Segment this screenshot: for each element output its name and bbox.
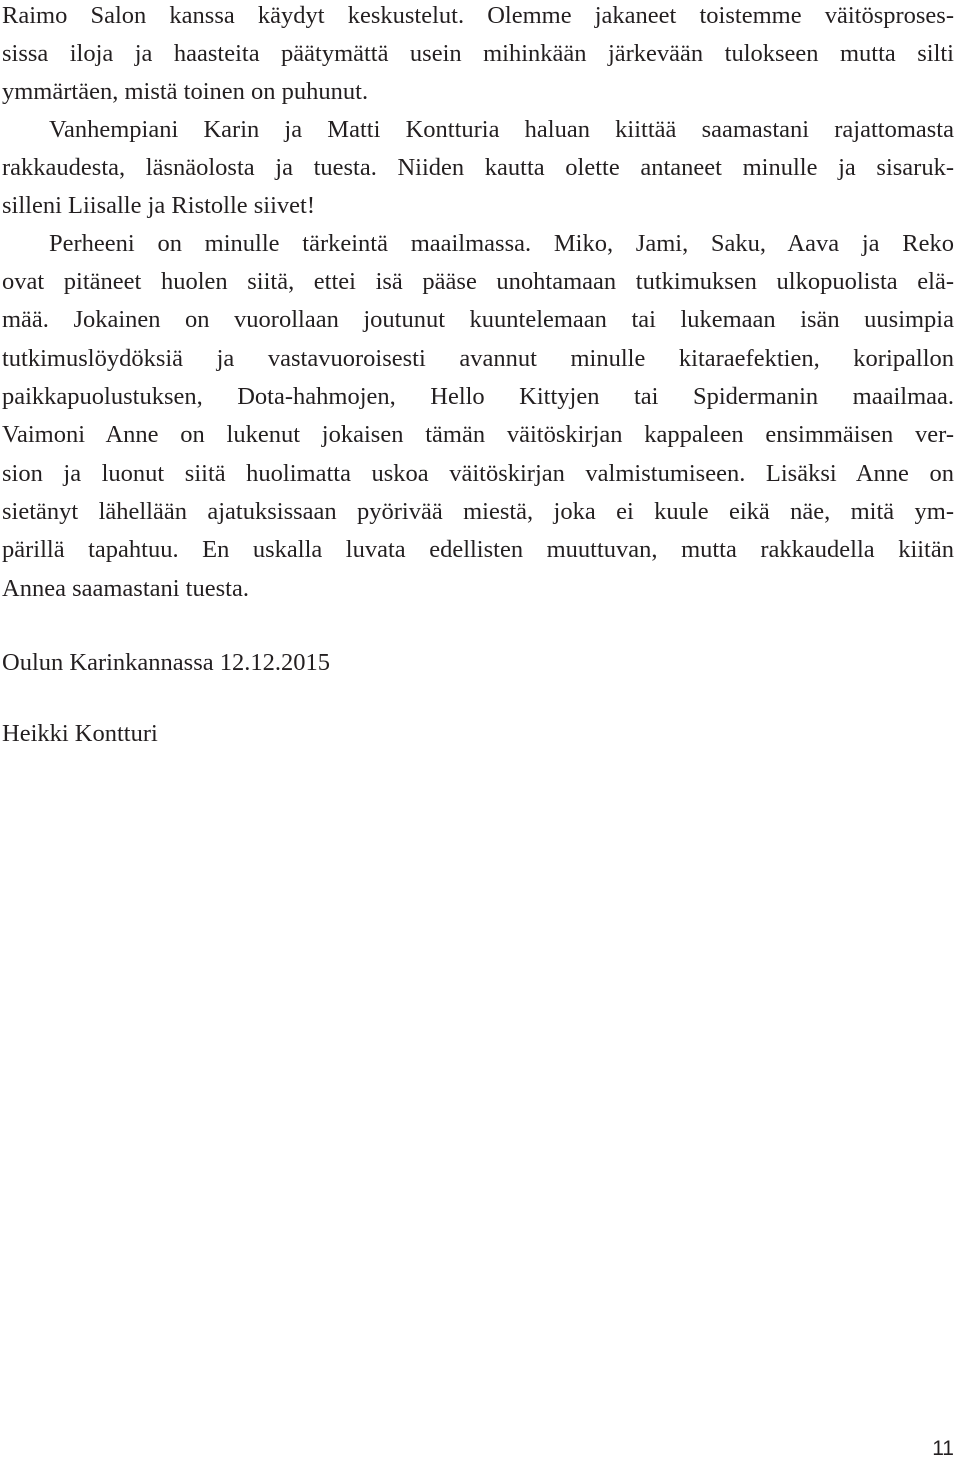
page-number: 11 <box>932 1437 954 1460</box>
text-line: Raimo Salon kanssa käydyt keskustelut. Olemme jakaneet toistemme väitösproses- <box>2 2 954 29</box>
text-line: Vanhempiani Karin ja Matti Kontturia haluan kiittää saamastani rajattomasta <box>49 116 954 143</box>
text-line: sietänyt lähellään ajatuksissaan pyörivää miestä, joka ei kuule eikä näe, mitä ym- <box>2 498 954 525</box>
text-line: sissa iloja ja haasteita päätymättä usein mihinkään järkevään tulokseen mutta silti <box>2 40 954 67</box>
text-line: mää. Jokainen on vuorollaan joutunut kuuntelemaan tai lukemaan isän uusimpia <box>2 306 954 333</box>
text-line: sion ja luonut siitä huolimatta uskoa väitöskirjan valmistumiseen. Lisäksi Anne on <box>2 460 954 487</box>
place-date: Oulun Karinkannassa 12.12.2015 <box>2 649 330 676</box>
text-line: paikkapuolustuksen, Dota-hahmojen, Hello Kittyjen tai Spidermanin maailmaa. <box>2 383 954 410</box>
text-line: ovat pitäneet huolen siitä, ettei isä pääse unohtamaan tutkimuksen ulkopuolista elä- <box>2 268 954 295</box>
text-line: Annea saamastani tuesta. <box>2 575 249 602</box>
text-line: pärillä tapahtuu. En uskalla luvata edellisten muuttuvan, mutta rakkaudella kiitän <box>2 536 954 563</box>
signature-name: Heikki Kontturi <box>2 720 158 747</box>
text-line: rakkaudesta, läsnäolosta ja tuesta. Niiden kautta olette antaneet minulle ja sisaruk- <box>2 154 954 181</box>
text-line: Perheeni on minulle tärkeintä maailmassa. Miko, Jami, Saku, Aava ja Reko <box>49 230 954 257</box>
text-line: tutkimuslöydöksiä ja vastavuoroisesti avannut minulle kitaraefektien, koripallon <box>2 345 954 372</box>
text-line: Vaimoni Anne on lukenut jokaisen tämän väitöskirjan kappaleen ensimmäisen ver- <box>2 421 954 448</box>
text-line: silleni Liisalle ja Ristolle siivet! <box>2 192 316 219</box>
text-line: ymmärtäen, mistä toinen on puhunut. <box>2 78 369 105</box>
